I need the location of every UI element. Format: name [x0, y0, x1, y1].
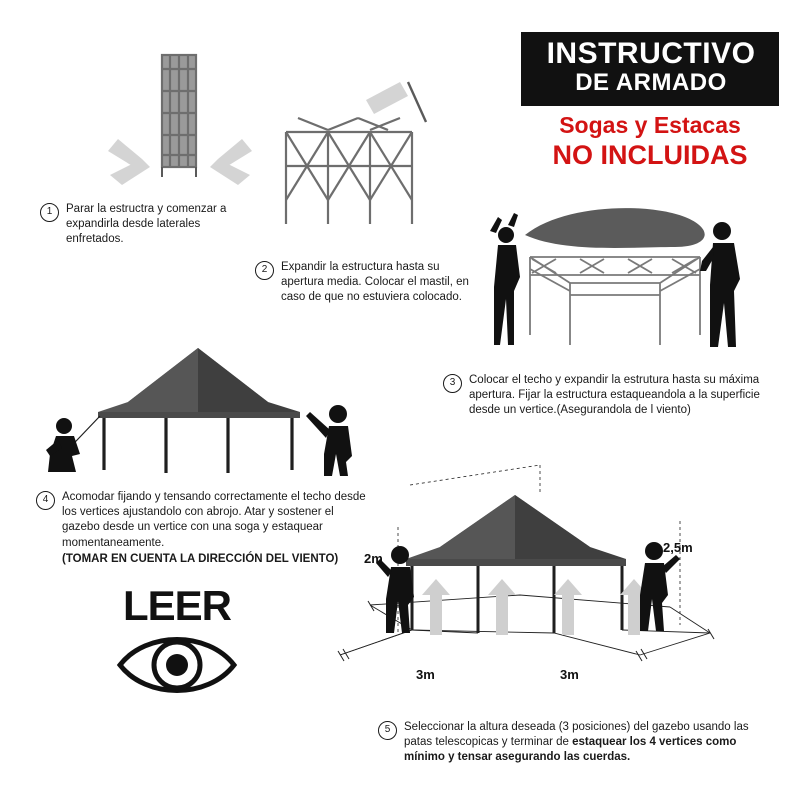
dimension-label-height-high: 2,5m [663, 540, 693, 555]
step-text-bold: estaquear los 4 vertices como mínimo y tensar asegurando las cuerdas. [404, 736, 737, 764]
figure-step3 [470, 195, 780, 365]
direction-arrow-icon [366, 82, 408, 114]
step-number: 4 [36, 491, 55, 510]
header-subtitle-no-incluidas: NO INCLUIDAS [552, 139, 748, 170]
header-black-bar [521, 32, 779, 106]
step-text-wrap [62, 490, 366, 567]
dimension-label-width-a: 3m [416, 667, 435, 682]
folded-frame [162, 55, 196, 167]
person-silhouette-right [700, 222, 740, 347]
step-text: Parar la estructra y comenzar a expandirla desde laterales enfretados. [66, 203, 227, 246]
step-text: Colocar el techo y expandir la estrutura hasta su máxima apertura. Fijar la estructura estaqueandola a la superficie desde un vertice.(Asegurandola de l viento) [469, 374, 760, 417]
dimension-label-width-b: 3m [560, 667, 579, 682]
gazebo-legs [104, 418, 292, 473]
person-silhouette-right [640, 542, 680, 631]
step-text: Seleccionar la altura deseada (3 posiciones) del gazebo usando las patas telescopicas y terminar de [404, 721, 749, 749]
person-silhouette-left [490, 213, 520, 345]
step-text-bold: (TOMAR EN CUENTA LA DIRECCIÓN DEL VIENTO) [62, 552, 339, 565]
step-number: 5 [378, 721, 397, 740]
step-number: 3 [443, 374, 462, 393]
step-text: Expandir la estructura hasta su apertura media. Colocar el mastil, en caso de que no estuviera colocado. [281, 261, 469, 304]
figure-step2 [268, 72, 448, 252]
step-1 [40, 202, 260, 248]
step-text-wrap [404, 720, 778, 766]
person-silhouette-crouching [46, 418, 80, 472]
step-4 [36, 490, 366, 567]
dimension-label-height-low: 2m [364, 551, 383, 566]
frame-structure [530, 257, 700, 345]
step-text: Acomodar fijando y tensando correctamente el techo desde los vertices ajustandolo con abrojo. Atar y sostener el gazebo desde un vertice con una soga y estaquear momentaneamente. [62, 491, 366, 549]
canopy-fabric [525, 208, 705, 248]
step-3 [443, 373, 788, 419]
figure-step1 [100, 35, 260, 195]
step-2 [255, 260, 485, 306]
header-block [521, 32, 779, 171]
eye-icon [112, 629, 242, 701]
mast-pole [408, 82, 426, 122]
step-5 [378, 720, 778, 766]
figure-step5 [310, 455, 730, 705]
gazebo-legs [412, 566, 622, 633]
header-subtitle-sogas: Sogas y Estacas [559, 111, 741, 138]
step-number: 2 [255, 261, 274, 280]
leer-label: LEER [122, 582, 231, 629]
height-arrows-icon [422, 579, 648, 635]
leer-group [112, 582, 242, 701]
header-title-line1: INSTRUCTIVO [546, 37, 756, 70]
step-number: 1 [40, 203, 59, 222]
header-title-line2: DE ARMADO [575, 69, 727, 96]
scissor-frame [286, 118, 412, 224]
